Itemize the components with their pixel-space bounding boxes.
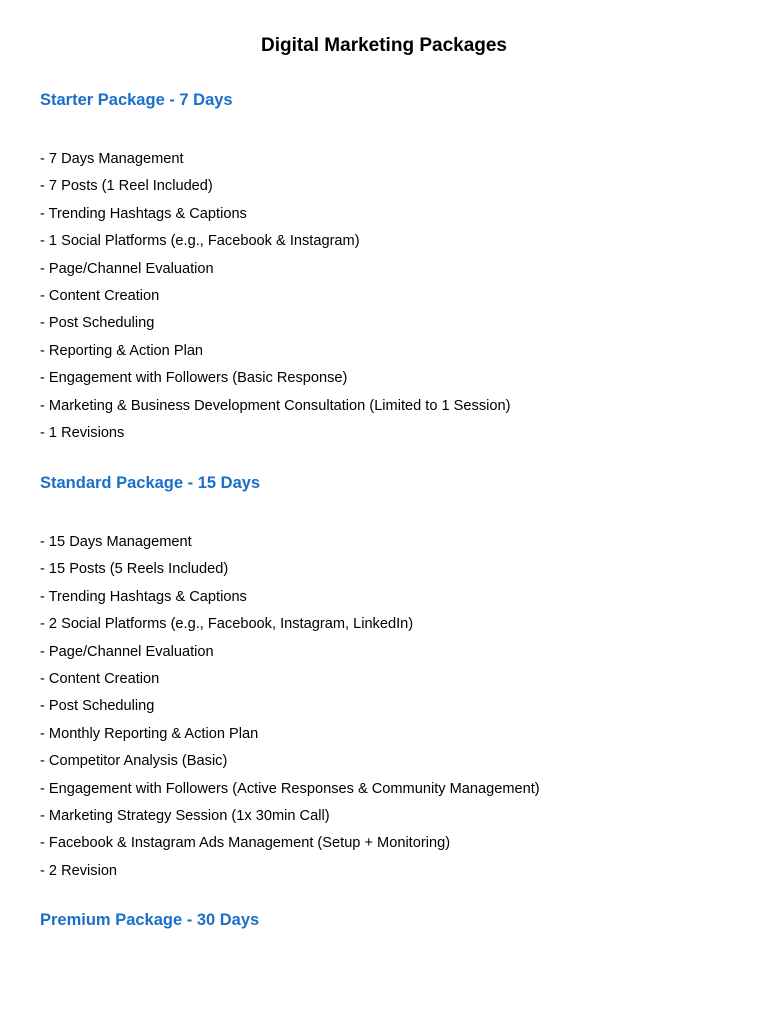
- list-item: - Post Scheduling: [40, 698, 155, 715]
- standard-package-features: [40, 529, 740, 885]
- list-item: - 2 Revision: [40, 862, 118, 879]
- list-item: - Marketing & Business Development Consultation (Limited to 1 Session): [40, 397, 511, 414]
- list-item: - 2 Social Platforms (e.g., Facebook, Instagram, LinkedIn): [40, 616, 414, 633]
- list-item: - 1 Revisions: [40, 424, 125, 441]
- premium-package-section: [40, 909, 740, 931]
- list-item: - 7 Posts (1 Reel Included): [40, 178, 213, 195]
- standard-package-heading: Standard Package - 15 Days: [40, 474, 261, 492]
- list-item: - 7 Days Management: [40, 151, 184, 167]
- list-item: - Page/Channel Evaluation: [40, 260, 214, 277]
- document-title: Digital Marketing Packages: [260, 35, 508, 56]
- list-item: - Content Creation: [40, 670, 160, 687]
- list-item: - 15 Days Management: [40, 534, 192, 550]
- premium-package-heading: Premium Package - 30 Days: [40, 911, 260, 929]
- list-item: - Trending Hashtags & Captions: [40, 205, 247, 222]
- list-item: - Marketing Strategy Session (1x 30min Call): [40, 807, 330, 824]
- list-item: - Competitor Analysis (Basic): [40, 753, 228, 770]
- starter-package-section: [40, 89, 740, 441]
- starter-package-features: [40, 146, 740, 447]
- list-item: - Engagement with Followers (Basic Response): [40, 370, 348, 387]
- list-item: - 15 Posts (5 Reels Included): [40, 561, 229, 578]
- list-item: - Content Creation: [40, 287, 160, 304]
- list-item: - Monthly Reporting & Action Plan: [40, 725, 259, 742]
- list-item: - 1 Social Platforms (e.g., Facebook & Instagram): [40, 233, 360, 250]
- list-item: - Reporting & Action Plan: [40, 342, 204, 359]
- list-item: - Trending Hashtags & Captions: [40, 588, 247, 605]
- list-item: - Post Scheduling: [40, 315, 155, 332]
- starter-package-heading: Starter Package - 7 Days: [40, 91, 233, 109]
- standard-package-section: [40, 472, 740, 879]
- list-item: - Facebook & Instagram Ads Management (Setup + Monitoring): [40, 835, 451, 852]
- list-item: - Engagement with Followers (Active Responses & Community Management): [40, 780, 540, 797]
- list-item: - Page/Channel Evaluation: [40, 643, 214, 660]
